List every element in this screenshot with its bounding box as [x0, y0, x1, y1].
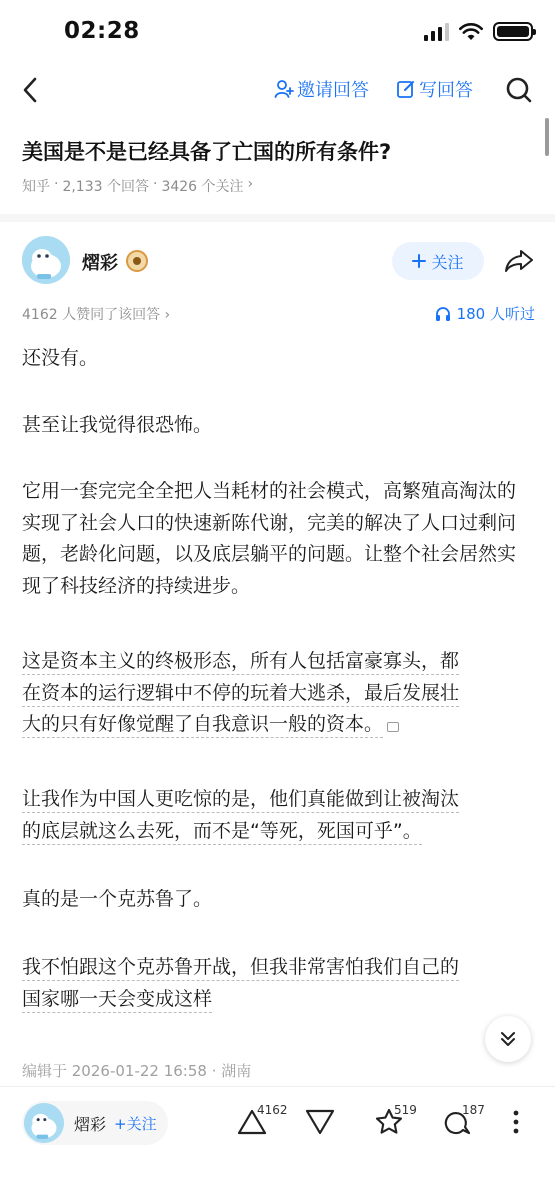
author-name[interactable]: 熠彩	[82, 253, 118, 274]
question-meta[interactable]	[22, 176, 253, 196]
listen-count: 180 人听过	[456, 305, 535, 323]
text-line: 大的只有好像觉醒了自我意识一般的资本。	[22, 713, 383, 738]
upvote-count: 4162	[257, 1103, 288, 1117]
write-answer-label: 写回答	[419, 80, 473, 101]
text-line: 国家哪一天会变成这样	[22, 988, 212, 1013]
text-line: 我不怕跟这个克苏鲁开战，但我非常害怕我们自己的	[22, 956, 459, 981]
wifi-icon	[459, 23, 483, 41]
write-answer-button[interactable]	[396, 76, 473, 102]
avatar[interactable]	[22, 236, 70, 284]
avatar-image	[22, 236, 70, 284]
meta-answers: 2,133 个回答	[62, 179, 149, 195]
section-divider	[0, 214, 555, 222]
status-bar	[0, 0, 555, 64]
meta-dot: ·	[152, 176, 158, 192]
follow-button[interactable]	[392, 242, 484, 280]
chevron-right-icon: ›	[247, 176, 254, 192]
listen-button[interactable]	[435, 303, 535, 324]
more-vertical-icon	[512, 1109, 520, 1135]
search-icon	[505, 76, 533, 104]
headphones-icon	[435, 306, 451, 322]
status-time: 02:28	[64, 18, 140, 44]
text-line: 让我作为中国人更吃惊的是，他们真能做到让被淘汰	[22, 788, 459, 813]
answer-paragraph: 真的是一个克苏鲁了。	[22, 888, 213, 910]
downvote-button[interactable]	[303, 1105, 337, 1139]
invite-answer-label: 邀请回答	[297, 80, 369, 101]
favorite-count: 519	[394, 1103, 417, 1117]
edit-icon	[396, 79, 416, 99]
question-title[interactable]: 美国是不是已经具备了亡国的所有条件?	[22, 140, 392, 164]
signal-icon	[424, 23, 449, 41]
answer-paragraph-highlighted[interactable]	[22, 952, 534, 1015]
edit-info: 编辑于 2026-01-22 16:58 · 湖南	[22, 1062, 252, 1080]
follow-label: 关注	[431, 252, 464, 272]
person-add-icon	[274, 79, 294, 99]
chevron-left-icon	[22, 77, 38, 103]
avatar	[24, 1103, 64, 1143]
status-icons	[424, 22, 533, 41]
share-button[interactable]	[502, 246, 536, 276]
answer-paragraph-highlighted[interactable]	[22, 646, 534, 741]
share-icon	[504, 249, 534, 273]
more-button[interactable]	[499, 1105, 533, 1139]
scroll-down-button[interactable]	[485, 1016, 531, 1062]
answer-paragraph-highlighted[interactable]	[22, 784, 534, 847]
comment-icon[interactable]	[387, 722, 399, 732]
bottom-follow-button[interactable]: +关注	[114, 1114, 157, 1133]
back-button[interactable]	[14, 74, 46, 106]
meta-source: 知乎	[22, 179, 50, 195]
text-line: 在资本的运行逻辑中不停的玩着大逃杀，最后发展壮	[22, 682, 459, 707]
text-line: 这是资本主义的终极形态，所有人包括富豪寡头，都	[22, 650, 459, 675]
comment-count: 187	[462, 1103, 485, 1117]
text-line: 的底层就这么去死，而不是“等死，死国可乎”。	[22, 820, 422, 845]
invite-answer-button[interactable]	[274, 76, 369, 102]
answer-paragraph: 它用一套完完全全把人当耗材的社会模式，高繁殖高淘汰的实现了社会人口的快速新陈代谢，完美的解决了人口过剩问题，老龄化问题，以及底层躺平的问题。让整个社会居然实现了科技经济的持续进步。	[22, 480, 517, 597]
scroll-indicator[interactable]	[545, 118, 549, 156]
top-nav	[0, 68, 555, 112]
triangle-down-icon	[305, 1108, 335, 1136]
plus-icon	[412, 254, 426, 268]
answer-paragraph: 甚至让我觉得很恐怖。	[22, 414, 213, 436]
double-chevron-down-icon	[499, 1030, 517, 1048]
meta-followers: 3426 个关注	[161, 179, 244, 195]
upvote-info[interactable]: 4162 人赞同了该回答 ›	[22, 307, 171, 323]
battery-icon	[493, 22, 533, 41]
bottom-action-bar	[0, 1086, 555, 1200]
meta-dot: ·	[54, 176, 59, 192]
bottom-author-chip[interactable]	[22, 1101, 168, 1145]
answer-paragraph: 还没有。	[22, 347, 99, 369]
avatar-image	[24, 1103, 64, 1143]
badge-icon	[126, 250, 148, 272]
search-button[interactable]	[503, 74, 535, 106]
bottom-author-name: 熠彩	[74, 1114, 107, 1134]
